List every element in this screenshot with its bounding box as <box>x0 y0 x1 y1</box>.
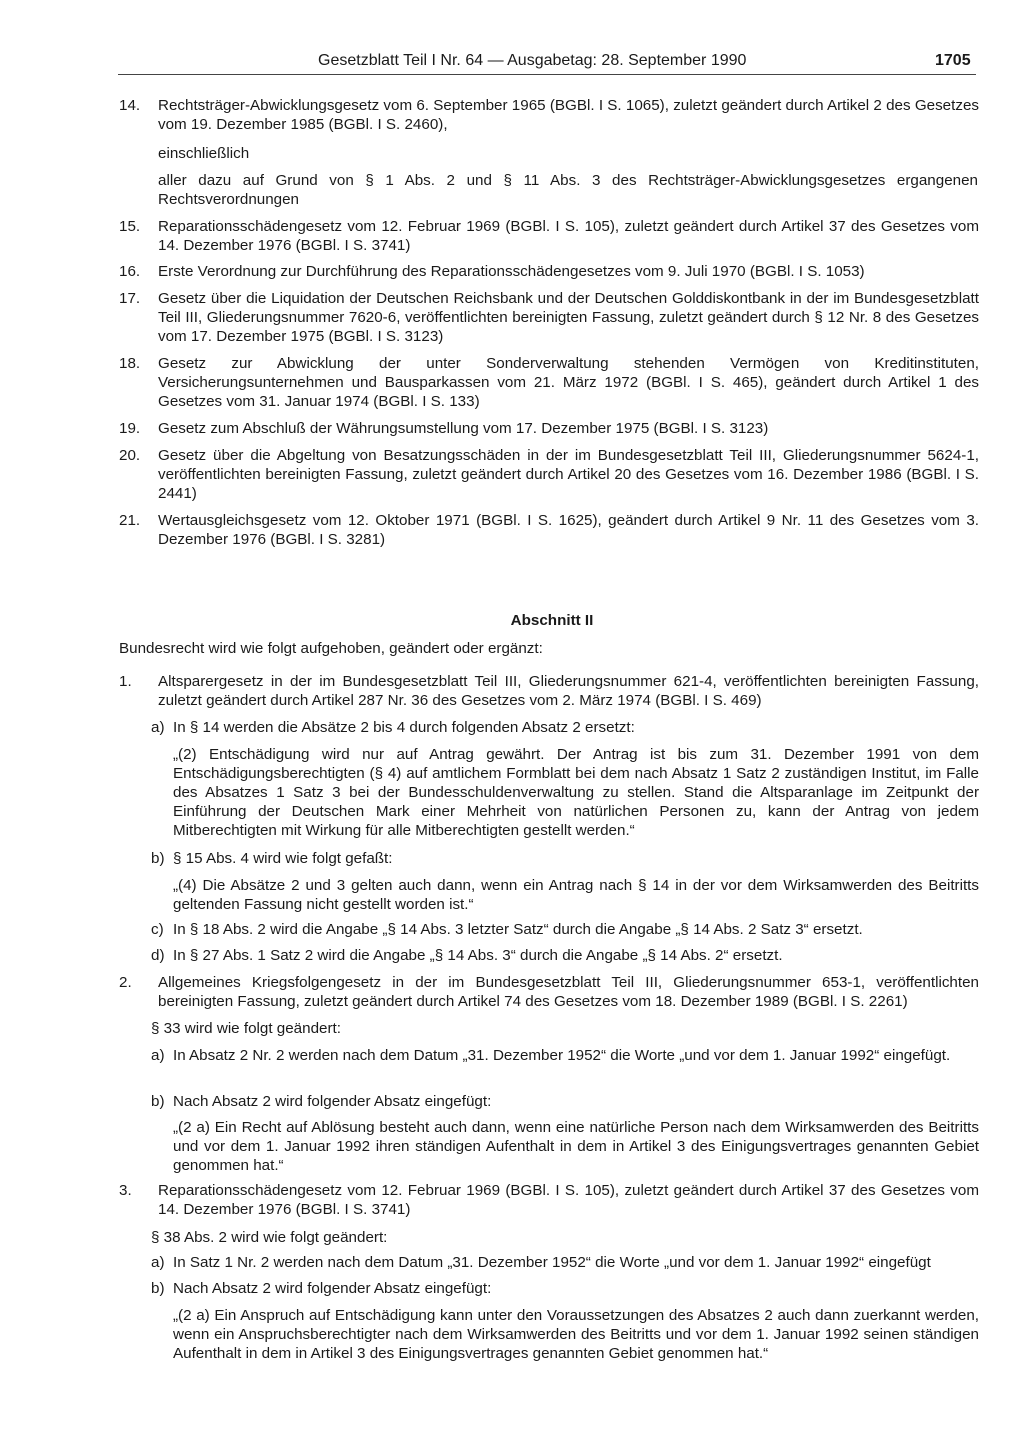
list-item-text: Gesetz über die Liquidation der Deutschen Reichsbank und der Deutschen Golddiskontbank in der im Bundesgesetzblatt Teil III, Gliederungsnummer 7620-6, veröffentlichten bereinigten Fassung, zuletzt geändert durch § 12 Nr. 8 des Gesetzes vom 17. Dezember 1975 (BGBl. I S. 3123) <box>158 290 979 345</box>
page-number: 1705 <box>935 52 971 69</box>
letter-text: § 15 Abs. 4 wird wie folgt gefaßt: <box>173 850 393 867</box>
letter-text: In Absatz 2 Nr. 2 werden nach dem Datum „31. Dezember 1952“ die Worte „und vor dem 1. Januar 1992“ eingefügt. <box>173 1047 951 1064</box>
list-item-number: 16. <box>119 263 141 280</box>
amendment-2-line: § 33 wird wie folgt geändert: <box>151 1020 341 1037</box>
list-item-text: Reparationsschädengesetz vom 12. Februar 1969 (BGBl. I S. 105), zuletzt geändert durch Artikel 37 des Gesetzes vom 14. Dezember 1976 (BGBl. I S. 3741) <box>158 1182 979 1218</box>
list-item-number: 17. <box>119 290 141 307</box>
amendment-3-line: § 38 Abs. 2 wird wie folgt geändert: <box>151 1229 388 1246</box>
amendment-2-b-quote: „(2 a) Ein Recht auf Ablösung besteht auch dann, wenn eine natürliche Person nach dem Wirksamwerden des Beitritts und vor dem 1. Januar 1992 ihren ständigen Aufenthalt in dem in Artikel 3 des Einigungsvertrages genannten Gebiet genommen hat.“ <box>173 1119 979 1174</box>
amendment-1-a-quote: „(2) Entschädigung wird nur auf Antrag gewährt. Der Antrag ist bis zum 31. Dezember 1991 von dem Entschädigungsberechtigten (§ 4) auf amtlichem Formblatt bei dem nach Absatz 1 Satz 2 zuständigen Institut, im Falle des Absatzes 1 Satz 3 bei der Bundesschuldenverwaltung zu stellen. Stand die Altsparanlage im Zeitpunkt der Einführung der Deutschen Mark einer Mehrheit von natürlichen Personen zu, kann der Antrag von jedem Mitberechtigten mit Wirkung für alle Mitberechtigten gestellt werden.“ <box>173 746 979 839</box>
item14-sub-text: aller dazu auf Grund von § 1 Abs. 2 und § 11 Abs. 3 des Rechtsträger-Abwicklungsgesetzes ergangenen Rechtsverordnungen <box>158 172 978 208</box>
list-item-number: 15. <box>119 218 141 235</box>
list-item-text: Gesetz über die Abgeltung von Besatzungsschäden in der im Bundesgesetzblatt Teil III, Gliederungsnummer 5624-1, veröffentlichten bereinigten Fassung, zuletzt geändert durch Artikel 20 des Gesetzes vom 16. Dezember 1986 (BGBl. I S. 2441) <box>158 447 979 502</box>
section-heading: Abschnitt II <box>510 612 594 629</box>
list-item-text: Erste Verordnung zur Durchführung des Reparationsschädengesetzes vom 9. Juli 1970 (BGBl. I S. 1053) <box>158 263 865 280</box>
letter-label: a) <box>151 1254 165 1271</box>
letter-label: c) <box>151 921 164 938</box>
letter-label: a) <box>151 719 165 736</box>
list-item-text: Allgemeines Kriegsfolgengesetz in der im Bundesgesetzblatt Teil III, Gliederungsnummer 653-1, veröffentlichten bereinigten Fassung, zuletzt geändert durch Artikel 74 des Gesetzes vom 18. Dezember 1989 (BGBl. I S. 2261) <box>158 974 979 1010</box>
list-item-number: 1. <box>119 673 132 690</box>
list-item-21 <box>119 511 979 549</box>
list-item-number: 3. <box>119 1182 132 1199</box>
amendment-1 <box>119 672 979 710</box>
letter-label: b) <box>151 1093 165 1110</box>
list-item-text: Gesetz zum Abschluß der Währungsumstellung vom 17. Dezember 1975 (BGBl. I S. 3123) <box>158 420 769 437</box>
page-header <box>0 50 1024 76</box>
amendment-1-b <box>151 849 979 868</box>
letter-text: In Satz 1 Nr. 2 werden nach dem Datum „31. Dezember 1952“ die Worte „und vor dem 1. Januar 1992“ eingefügt <box>173 1254 931 1271</box>
letter-label: b) <box>151 1280 165 1297</box>
amendment-2-a <box>151 1046 979 1065</box>
letter-label: d) <box>151 947 165 964</box>
list-item-14 <box>119 96 979 134</box>
list-item-text: Reparationsschädengesetz vom 12. Februar 1969 (BGBl. I S. 105), zuletzt geändert durch Artikel 37 des Gesetzes vom 14. Dezember 1976 (BGBl. I S. 3741) <box>158 218 979 254</box>
amendment-3-b <box>151 1279 979 1298</box>
letter-text: Nach Absatz 2 wird folgender Absatz eingefügt: <box>173 1093 492 1110</box>
list-item-number: 19. <box>119 420 141 437</box>
letter-text: In § 27 Abs. 1 Satz 2 wird die Angabe „§ 14 Abs. 3“ durch die Angabe „§ 14 Abs. 2“ ersetzt. <box>173 947 783 964</box>
amendment-1-d <box>151 946 979 965</box>
header-rule <box>118 74 976 75</box>
list-item-number: 2. <box>119 974 132 991</box>
amendment-3 <box>119 1181 979 1219</box>
list-item-text: Wertausgleichsgesetz vom 12. Oktober 1971 (BGBl. I S. 1625), geändert durch Artikel 9 Nr. 11 des Gesetzes vom 3. Dezember 1976 (BGBl. I S. 3281) <box>158 512 979 548</box>
amendment-2-b <box>151 1092 979 1111</box>
amendment-1-a <box>151 718 979 737</box>
einschliesslich-line: einschließlich <box>158 145 250 162</box>
list-item-number: 14. <box>119 97 141 114</box>
list-item-16 <box>119 262 979 281</box>
list-item-text: Altsparergesetz in der im Bundesgesetzblatt Teil III, Gliederungsnummer 621-4, veröffentlichten bereinigten Fassung, zuletzt geändert durch Artikel 287 Nr. 36 des Gesetzes vom 2. März 1974 (BGBl. I S. 469) <box>158 673 979 709</box>
section-intro: Bundesrecht wird wie folgt aufgehoben, geändert oder ergänzt: <box>119 640 543 657</box>
letter-label: b) <box>151 850 165 867</box>
amendment-1-c <box>151 920 979 939</box>
list-item-18 <box>119 354 979 411</box>
list-item-17 <box>119 289 979 346</box>
list-item-number: 18. <box>119 355 141 372</box>
amendment-3-a <box>151 1253 979 1272</box>
header-title: Gesetzblatt Teil I Nr. 64 — Ausgabetag: 28. September 1990 <box>318 52 747 69</box>
letter-text: Nach Absatz 2 wird folgender Absatz eingefügt: <box>173 1280 492 1297</box>
amendment-2 <box>119 973 979 1011</box>
list-item-19 <box>119 419 979 438</box>
letter-label: a) <box>151 1047 165 1064</box>
letter-text: In § 14 werden die Absätze 2 bis 4 durch folgenden Absatz 2 ersetzt: <box>173 719 635 736</box>
amendment-1-b-quote: „(4) Die Absätze 2 und 3 gelten auch dann, wenn ein Antrag nach § 14 in der vor dem Wirksamwerden des Beitritts geltenden Fassung nicht gestellt worden ist.“ <box>173 877 979 913</box>
list-item-20 <box>119 446 979 503</box>
list-item-text: Rechtsträger-Abwicklungsgesetz vom 6. September 1965 (BGBl. I S. 1065), zuletzt geändert durch Artikel 2 des Gesetzes vom 19. Dezember 1985 (BGBl. I S. 2460), <box>158 97 979 133</box>
amendment-3-b-quote: „(2 a) Ein Anspruch auf Entschädigung kann unter den Voraussetzungen des Absatzes 2 auch dann zuerkannt werden, wenn ein Anspruchsberechtigter nach dem Wirksamwerden des Beitritts und vor dem 1. Januar 1992 seinen ständigen Aufenthalt in dem in Artikel 3 des Einigungsvertrages genannten Gebiet genommen hat.“ <box>173 1307 979 1362</box>
list-item-text: Gesetz zur Abwicklung der unter Sonderverwaltung stehenden Vermögen von Kreditinstituten, Versicherungsunternehmen und Bausparkassen vom 21. März 1972 (BGBl. I S. 465), geändert durch Artikel 1 des Gesetzes vom 31. Januar 1974 (BGBl. I S. 133) <box>158 355 979 410</box>
list-item-number: 21. <box>119 512 141 529</box>
list-item-15 <box>119 217 979 255</box>
list-item-number: 20. <box>119 447 141 464</box>
letter-text: In § 18 Abs. 2 wird die Angabe „§ 14 Abs. 3 letzter Satz“ durch die Angabe „§ 14 Abs. 2 Satz 3“ ersetzt. <box>173 921 863 938</box>
